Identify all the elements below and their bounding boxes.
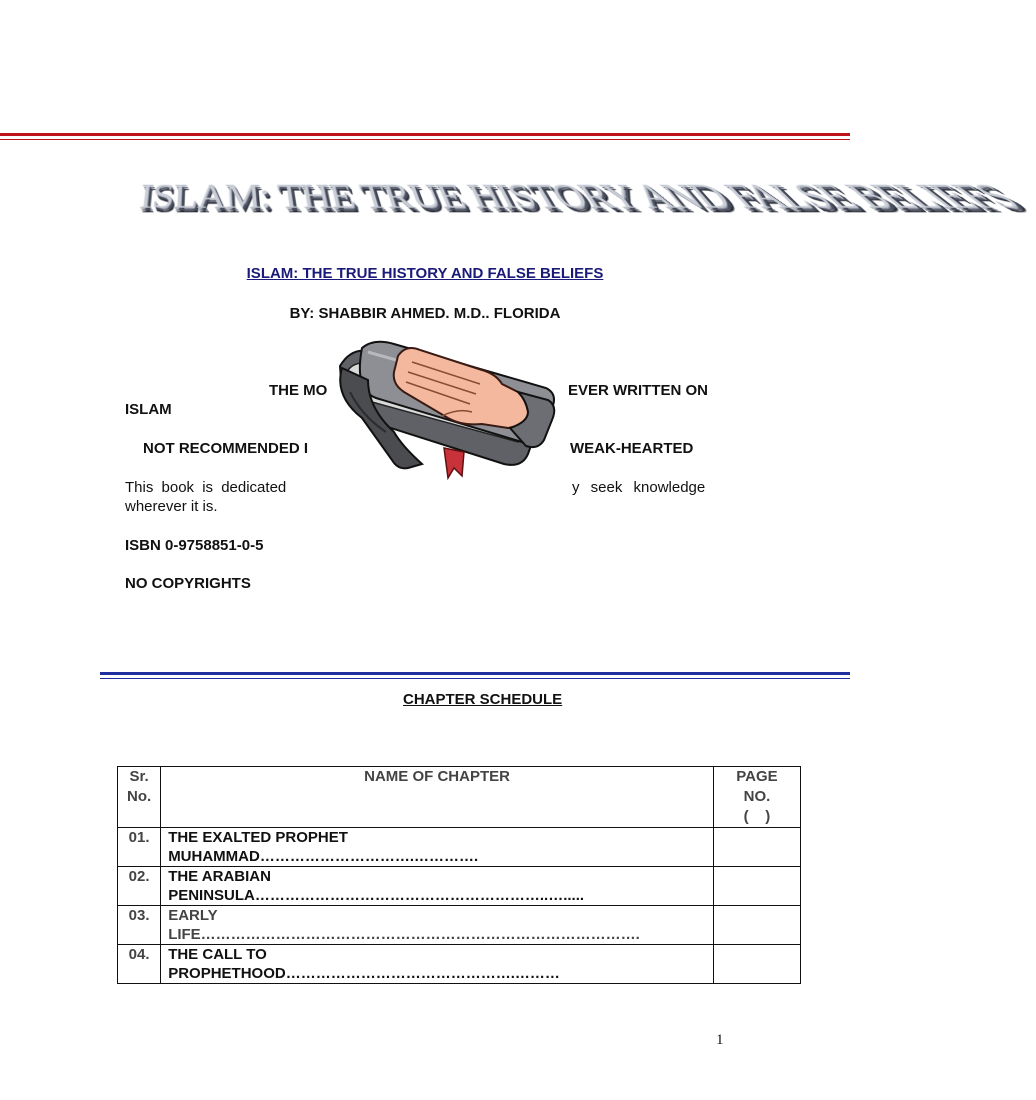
row-chapter-line1: THE EXALTED PROPHET bbox=[168, 829, 348, 846]
row-chapter-line1: THE ARABIAN bbox=[168, 868, 271, 885]
line-notrec-end: WEAK-HEARTED bbox=[570, 440, 694, 457]
row-sr: 01. bbox=[118, 828, 161, 867]
row-chapter[interactable] bbox=[161, 945, 714, 984]
chapter-table bbox=[117, 766, 801, 984]
row-chapter-line2: PROPHETHOOD……………………………………….……… bbox=[168, 965, 560, 982]
chapter-schedule-heading: CHAPTER SCHEDULE bbox=[403, 691, 563, 708]
document-title[interactable]: ISLAM: THE TRUE HISTORY AND FALSE BELIEFS bbox=[246, 265, 604, 282]
row-sr: 02. bbox=[118, 867, 161, 906]
row-sr: 04. bbox=[118, 945, 161, 984]
row-sr: 03. bbox=[118, 906, 161, 945]
header-page bbox=[713, 767, 800, 828]
header-sr-line1: Sr. bbox=[129, 768, 149, 785]
header-sr bbox=[118, 767, 161, 828]
dedication-end: y seek knowledge bbox=[572, 479, 706, 496]
table-row bbox=[118, 945, 801, 984]
row-page bbox=[713, 945, 800, 984]
row-page bbox=[713, 906, 800, 945]
row-chapter-line2: PENINSULA…………………………………………………..…..... bbox=[168, 887, 585, 904]
line-islam: ISLAM bbox=[125, 401, 172, 418]
row-chapter-line2: MUHAMMAD………………………….…………. bbox=[168, 848, 479, 865]
table-row bbox=[118, 867, 801, 906]
row-chapter-line1: THE CALL TO bbox=[168, 946, 267, 963]
line-notrec-start: NOT RECOMMENDED I bbox=[143, 440, 308, 457]
header-sr-line2: No. bbox=[127, 788, 152, 805]
author-line: BY: SHABBIR AHMED. M.D.. FLORIDA bbox=[289, 305, 561, 322]
top-red-rule-thin bbox=[0, 139, 850, 140]
book-with-hand-icon bbox=[332, 336, 562, 486]
row-chapter-line2: LIFE……………………………………………………………………………. bbox=[168, 926, 640, 943]
line-most-start: THE MO bbox=[269, 382, 328, 399]
header-page-line1: PAGE bbox=[736, 768, 778, 785]
top-red-rule bbox=[0, 133, 850, 136]
header-name bbox=[161, 767, 714, 828]
line-most-end: EVER WRITTEN ON bbox=[568, 382, 709, 399]
table-row bbox=[118, 906, 801, 945]
row-chapter[interactable] bbox=[161, 867, 714, 906]
table-row bbox=[118, 828, 801, 867]
row-page bbox=[713, 828, 800, 867]
mid-blue-rule-thin bbox=[100, 678, 850, 679]
dedication-cont: wherever it is. bbox=[125, 498, 218, 515]
header-page-line3: ( ) bbox=[743, 808, 771, 825]
wordart-title bbox=[137, 172, 1035, 232]
table-header-row bbox=[118, 767, 801, 828]
row-chapter[interactable] bbox=[161, 828, 714, 867]
page-number: 1 bbox=[716, 1032, 724, 1048]
row-chapter[interactable] bbox=[161, 906, 714, 945]
header-page-line2: NO. bbox=[743, 788, 771, 805]
header-name-text: NAME OF CHAPTER bbox=[364, 768, 510, 785]
isbn: ISBN 0-9758851-0-5 bbox=[125, 537, 264, 554]
wordart-title-text: ISLAM: THE TRUE HISTORY AND FALSE BELIEFS bbox=[137, 176, 1035, 217]
row-page bbox=[713, 867, 800, 906]
dedication-start: This book is dedicated bbox=[125, 479, 287, 496]
mid-blue-rule bbox=[100, 672, 850, 675]
row-chapter-line1: EARLY bbox=[168, 907, 218, 924]
copyright-note: NO COPYRIGHTS bbox=[125, 575, 251, 592]
